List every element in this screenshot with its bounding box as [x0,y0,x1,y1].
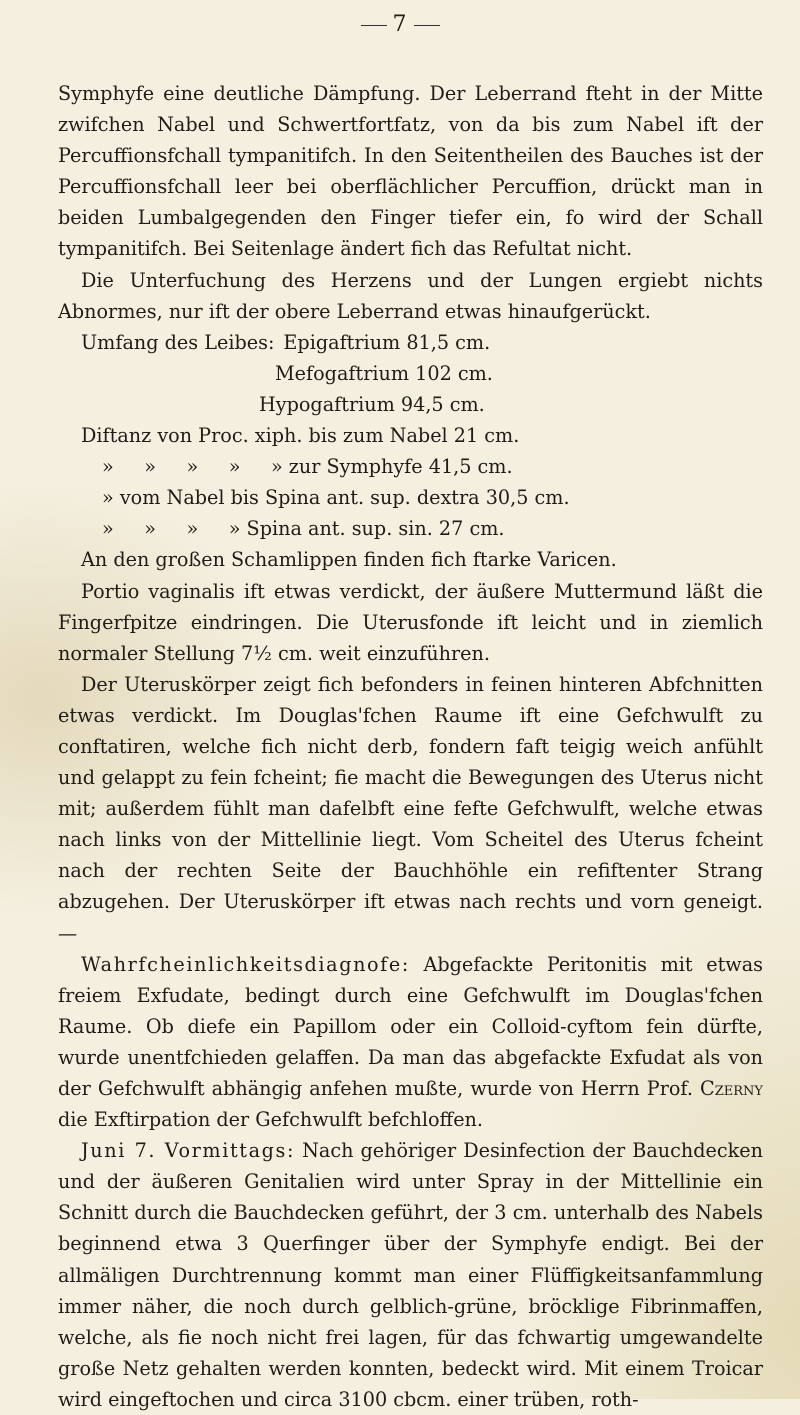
header-rule-right [414,25,440,26]
measurement-row [58,327,763,358]
diagnosis-text-b: die Exftirpation der Gefchwulft befchloffen. [58,1108,484,1132]
body-text [58,78,763,1415]
distance-row: » » » » Spina ant. sup. sin. 27 cm. [102,517,505,541]
operation-text: Nach gehöriger Desinfection der Bauchdecken und der äußeren Genitalien wird unter Spray in der Mittellinie ein Schnitt durch die Bauchdecken geführt, der 3 cm. unterhalb des Nabels beginnend etwa 3 Querfinger über der Symphyfe endigt. Bei der allmäligen Durchtrennung kommt man einer Flüffigkeitsanfammlung immer näher, die noch durch gelblich-grüne, bröcklige Fibrinmaffen, welche, als fie noch nicht frei lagen, für das fchwartig umgewandelte große Netz gehalten werden konnten, bedeckt wird. Mit einem Troicar wird eingeftochen und circa 3100 cbcm. einer trüben, roth- [58,1139,763,1411]
umfang-label: Umfang des Leibes: [81,330,275,354]
measurements-block [58,327,763,545]
page-number: 7 [392,12,408,37]
date-label: Juni 7. Vormittags: [81,1139,296,1163]
paragraph-operation [58,1135,763,1415]
paragraph-portio: Portio vaginalis ift etwas verdickt, der äußere Muttermund läßt die Fingerfpitze eindringen. Die Uterusfonde ift leicht und in ziemlich normaler Stellung 7½ cm. weit einzuführen. [58,579,763,665]
surgeon-name: Czerny [700,1077,763,1100]
paragraph-diagnosis [58,949,763,1136]
measurement-value: Mefogaftrium 102 cm. [275,361,493,385]
measurement-value: Hypogaftrium 94,5 cm. [259,392,485,416]
paragraph-heart-lungs: Die Unterfuchung des Herzens und der Lungen ergiebt nichts Abnormes, nur ift der obere Leberrand etwas hinaufgerückt. [58,268,763,323]
header-rule-left [361,25,387,26]
measurement-value: Epigaftrium 81,5 cm. [283,330,491,354]
distance-row: » » » » » zur Symphyfe 41,5 cm. [102,455,513,479]
paragraph-varicen: An den großen Schamlippen finden fich ftarke Varicen. [81,548,617,572]
distance-row: » vom Nabel bis Spina ant. sup. dextra 30,5 cm. [102,486,570,510]
diagnosis-label: Wahrfcheinlichkeitsdiagnofe: [81,952,410,976]
page-header [0,12,800,37]
distance-row: Diftanz von Proc. xiph. bis zum Nabel 21 cm. [81,424,520,448]
diagnosis-text-a: Abgefackte Peritonitis mit etwas freiem Exfudate, bedingt durch eine Gefchwulft im Douglas'fchen Raume. Ob diefe ein Papillom oder ein Colloid-cyftom fein dürfte, wurde unentfchieden gelaffen. Da man das abgefackte Exfudat als von der Gefchwulft abhängig anfehen mußte, wurde von Herrn Prof. [58,952,763,1100]
paragraph-percussion: Symphyfe eine deutliche Dämpfung. Der Leberrand fteht in der Mitte zwifchen Nabel und Schwertfortfatz, von da bis zum Nabel ift der Percuffionsfchall tympanitifch. In den Seitentheilen des Bauches ist der Percuffionsfchall leer bei oberflächlicher Percuffion, drückt man in beiden Lumbalgegenden den Finger tiefer ein, fo wird der Schall tympanitifch. Bei Seitenlage ändert fich das Refultat nicht. [58,82,763,261]
paragraph-uterus: Der Uteruskörper zeigt fich befonders in feinen hinteren Abfchnitten etwas verdickt. Im Douglas'fchen Raume ift eine Gefchwulft zu conftatiren, welche fich nicht derb, fondern faft teigig weich anfühlt und gelappt zu fein fcheint; fie macht die Bewegungen des Uterus nicht mit; außerdem fühlt man dafelbft eine fefte Gefchwulft, welche etwas nach links von der Mittellinie liegt. Vom Scheitel des Uterus fcheint nach der rechten Seite der Bauchhöhle ein refiftenter Strang abzugehen. Der Uteruskörper ift etwas nach rechts und vorn geneigt. — [58,672,763,945]
